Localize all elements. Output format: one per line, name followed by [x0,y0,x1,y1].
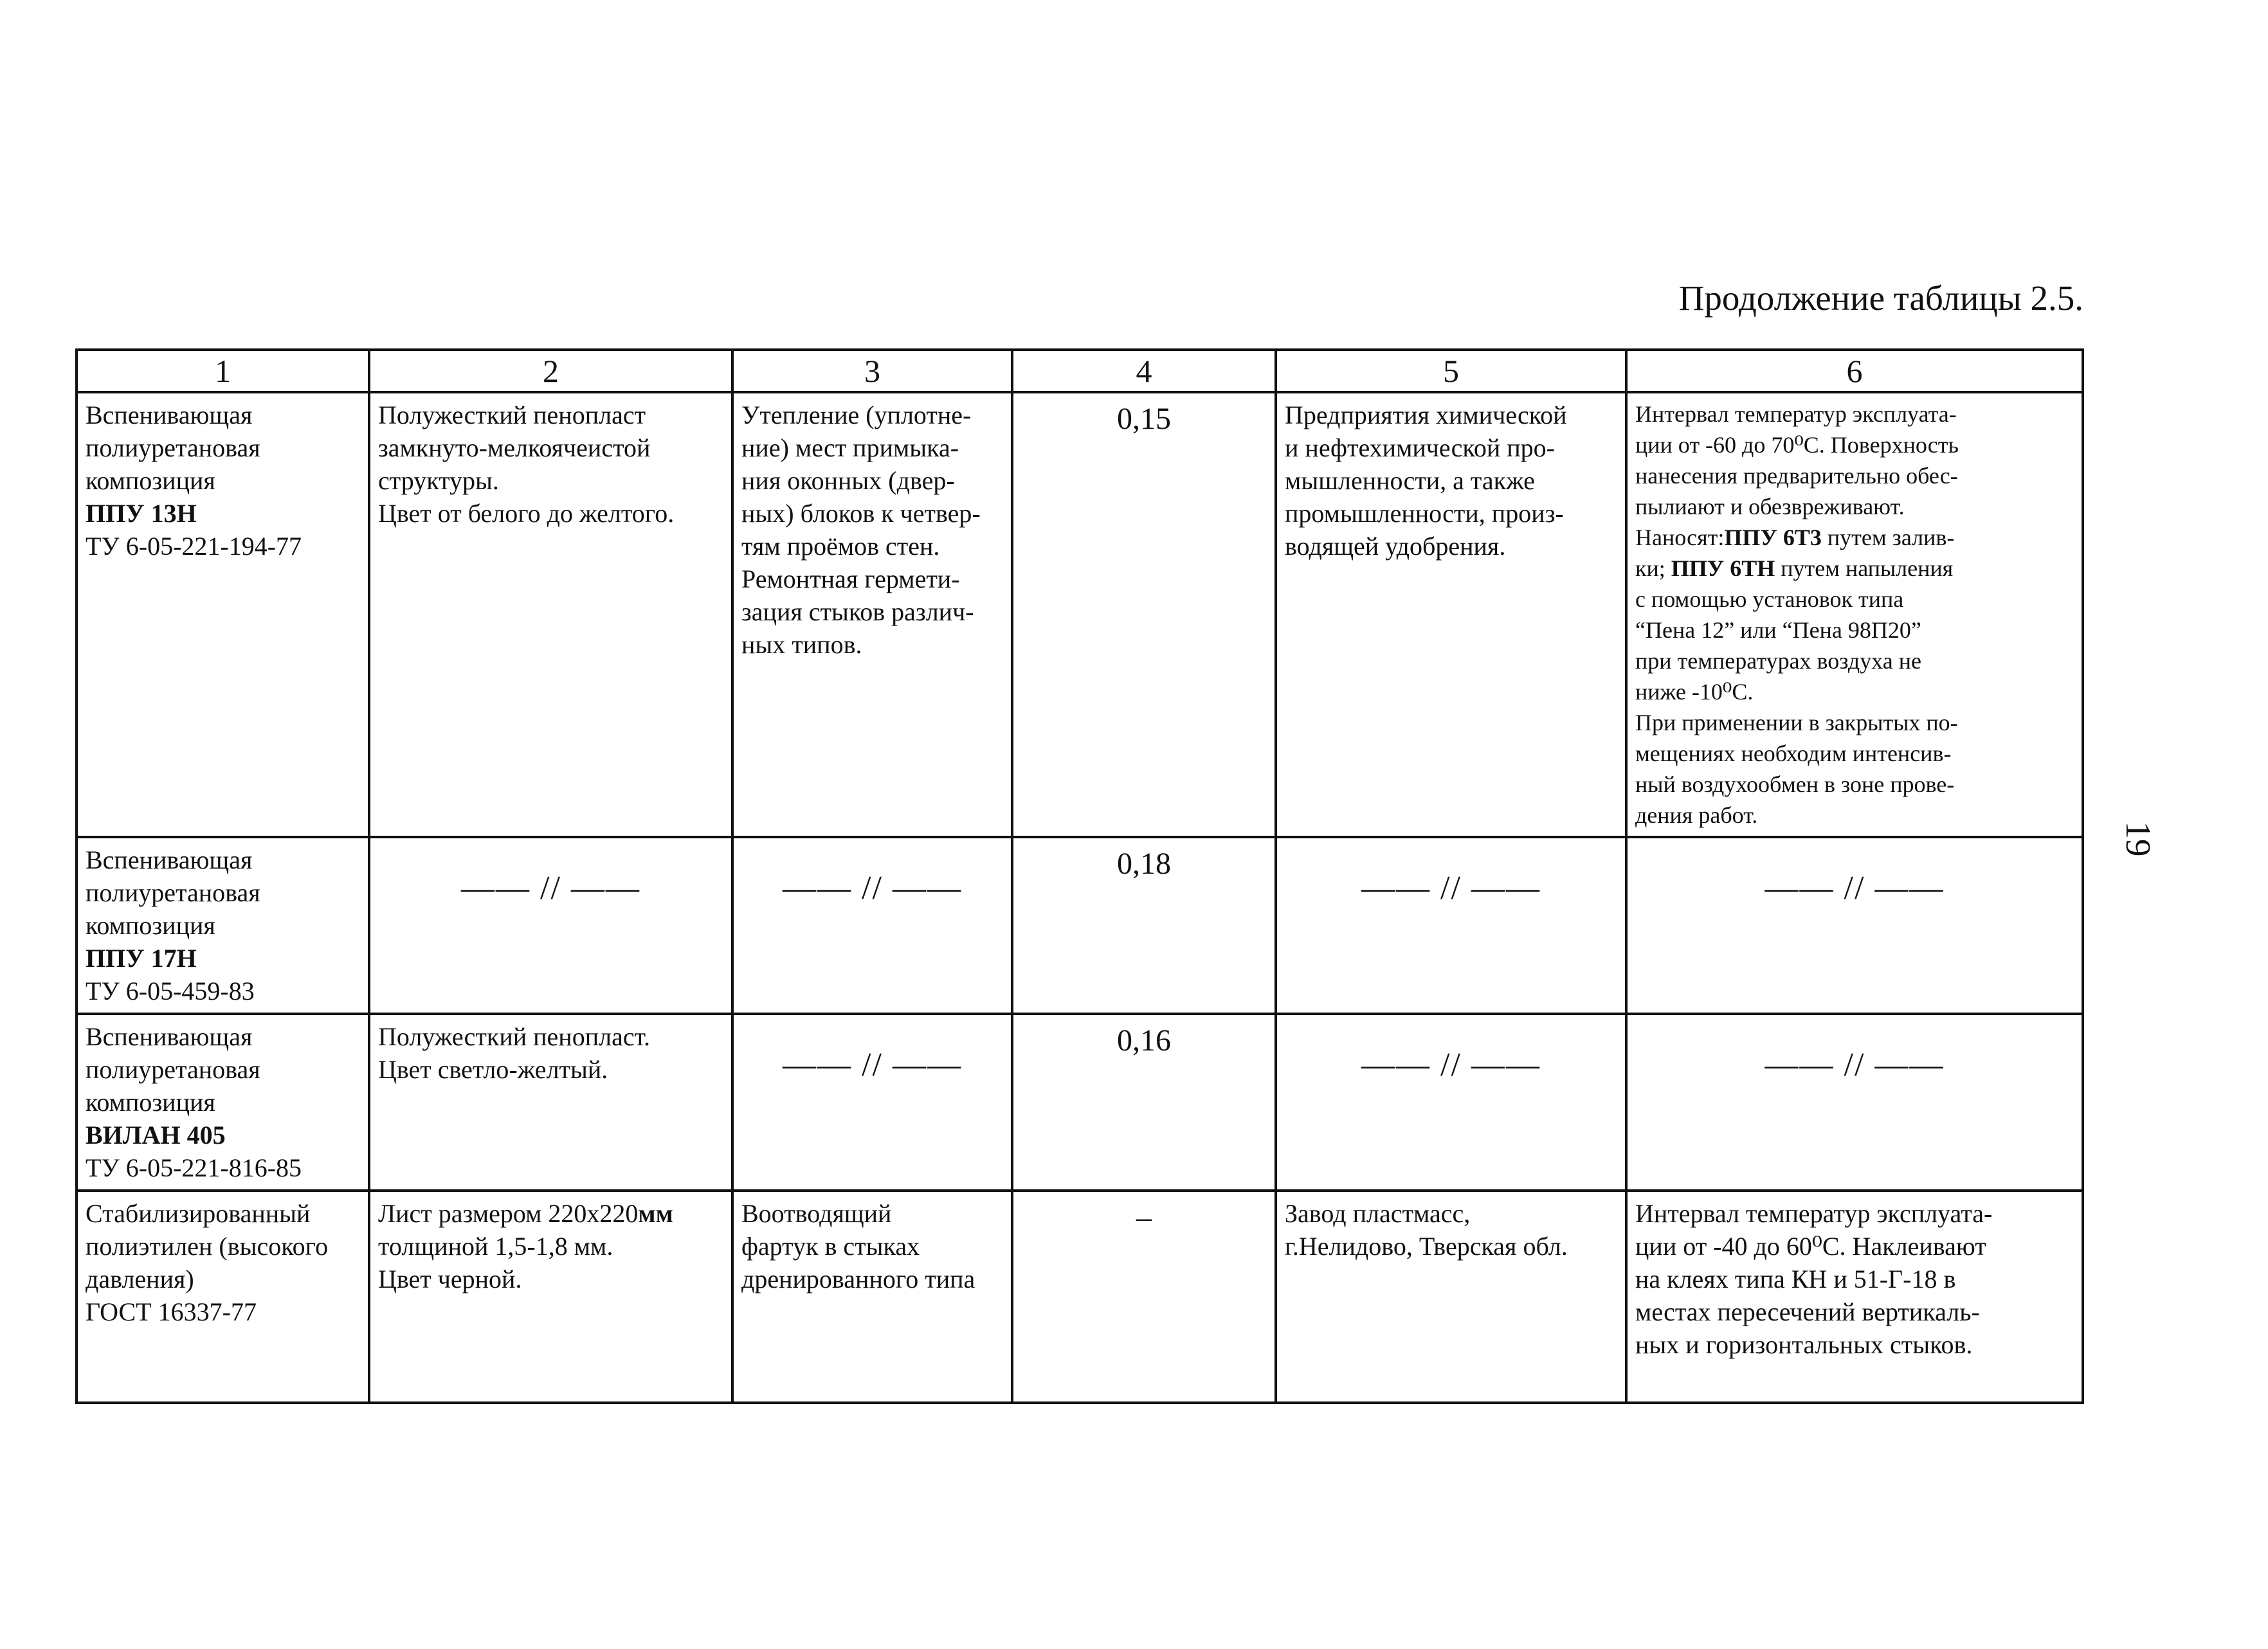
value-cell: – [1012,1191,1276,1403]
ditto-mark: —— // —— [1765,870,1945,906]
material-standard: ГОСТ 16337-77 [86,1297,257,1326]
description-cell: Лист размером 220х220мм толщиной 1,5-1,8 мм. Цвет черной. [369,1191,732,1403]
ditto-cell [732,837,1012,1014]
value-cell: 0,18 [1012,837,1276,1014]
column-header-4: 4 [1012,350,1276,392]
notes-cell: Интервал температур эксплуата- ции от -40 до 60⁰С. Наклеивают на клеях типа КН и 51-Г-18 в местах пересечений вертикаль- ных и горизонтальных стыков. [1626,1191,2083,1403]
value-cell: 0,16 [1012,1014,1276,1191]
table-row [77,1014,2083,1191]
material-cell: Вспенивающая полиуретановая композиция ППУ 17Н ТУ 6-05-459-83 [77,837,369,1014]
ditto-mark: —— // —— [461,870,640,906]
material-cell: Стабилизированный полиэтилен (высокого давления) ГОСТ 16337-77 [77,1191,369,1403]
table-row [77,392,2083,837]
notes-cell: Интервал температур эксплуата- ции от -60 до 70⁰С. Поверхность нанесения предварительно обес- пылиают и обезвреживают. Наносят:ППУ 6Т3 путем залив- ки; ППУ 6ТН путем напыления с помощью установок типа “Пена 12” или “Пена 98П20” при температурах воздуха не ниже -10⁰С. При применении в закрытых по- мещениях необходим интенсив- ный воздухообмен в зоне прове- дения работ. [1626,392,2083,837]
material-name: ППУ 13Н [86,499,197,528]
ditto-cell [1276,837,1626,1014]
column-header-2: 2 [369,350,732,392]
material-name: ППУ 17Н [86,944,197,973]
table-header-row [77,350,2083,392]
description-cell: Полужесткий пенопласт. Цвет светло-желтый. [369,1014,732,1191]
value-cell: 0,15 [1012,392,1276,837]
table-row [77,837,2083,1014]
ditto-mark: —— // —— [783,870,962,906]
ditto-mark: —— // —— [1361,870,1541,906]
manufacturer-cell: Предприятия химической и нефтехимической про- мышленности, а также промышленности, произ- водящей удобрения. [1276,392,1626,837]
ditto-cell [1626,1014,2083,1191]
ditto-cell [1626,837,2083,1014]
ditto-mark: —— // —— [783,1047,962,1083]
column-header-1: 1 [77,350,369,392]
ditto-cell [1276,1014,1626,1191]
application-cell: Утепление (уплотне- ние) мест примыка- ния оконных (двер- ных) блоков к четвер- тям проёмов стен. Ремонтная гермети- зация стыков различ- ных типов. [732,392,1012,837]
column-header-5: 5 [1276,350,1626,392]
table-caption: Продолжение таблицы 2.5. [1678,278,2083,318]
manufacturer-cell: Завод пластмасс, г.Нелидово, Тверская обл. [1276,1191,1626,1403]
ditto-cell [732,1014,1012,1191]
column-header-6: 6 [1626,350,2083,392]
material-standard: ТУ 6-05-459-83 [86,977,255,1005]
column-header-3: 3 [732,350,1012,392]
description-cell: Полужесткий пенопласт замкнуто-мелкоячеистой структуры. Цвет от белого до желтого. [369,392,732,837]
application-cell: Воотводящий фартук в стыках дренированного типа [732,1191,1012,1403]
material-standard: ТУ 6-05-221-816-85 [86,1153,302,1182]
material-standard: ТУ 6-05-221-194-77 [86,532,302,561]
material-cell: Вспенивающая полиуретановая композиция ППУ 13Н ТУ 6-05-221-194-77 [77,392,369,837]
page-number: 19 [2119,821,2158,857]
ditto-cell [369,837,732,1014]
material-cell: Вспенивающая полиуретановая композиция ВИЛАН 405 ТУ 6-05-221-816-85 [77,1014,369,1191]
ditto-mark: —— // —— [1765,1047,1945,1083]
material-name: ВИЛАН 405 [86,1121,226,1149]
table-row [77,1191,2083,1403]
materials-table [75,348,2084,1404]
ditto-mark: —— // —— [1361,1047,1541,1083]
